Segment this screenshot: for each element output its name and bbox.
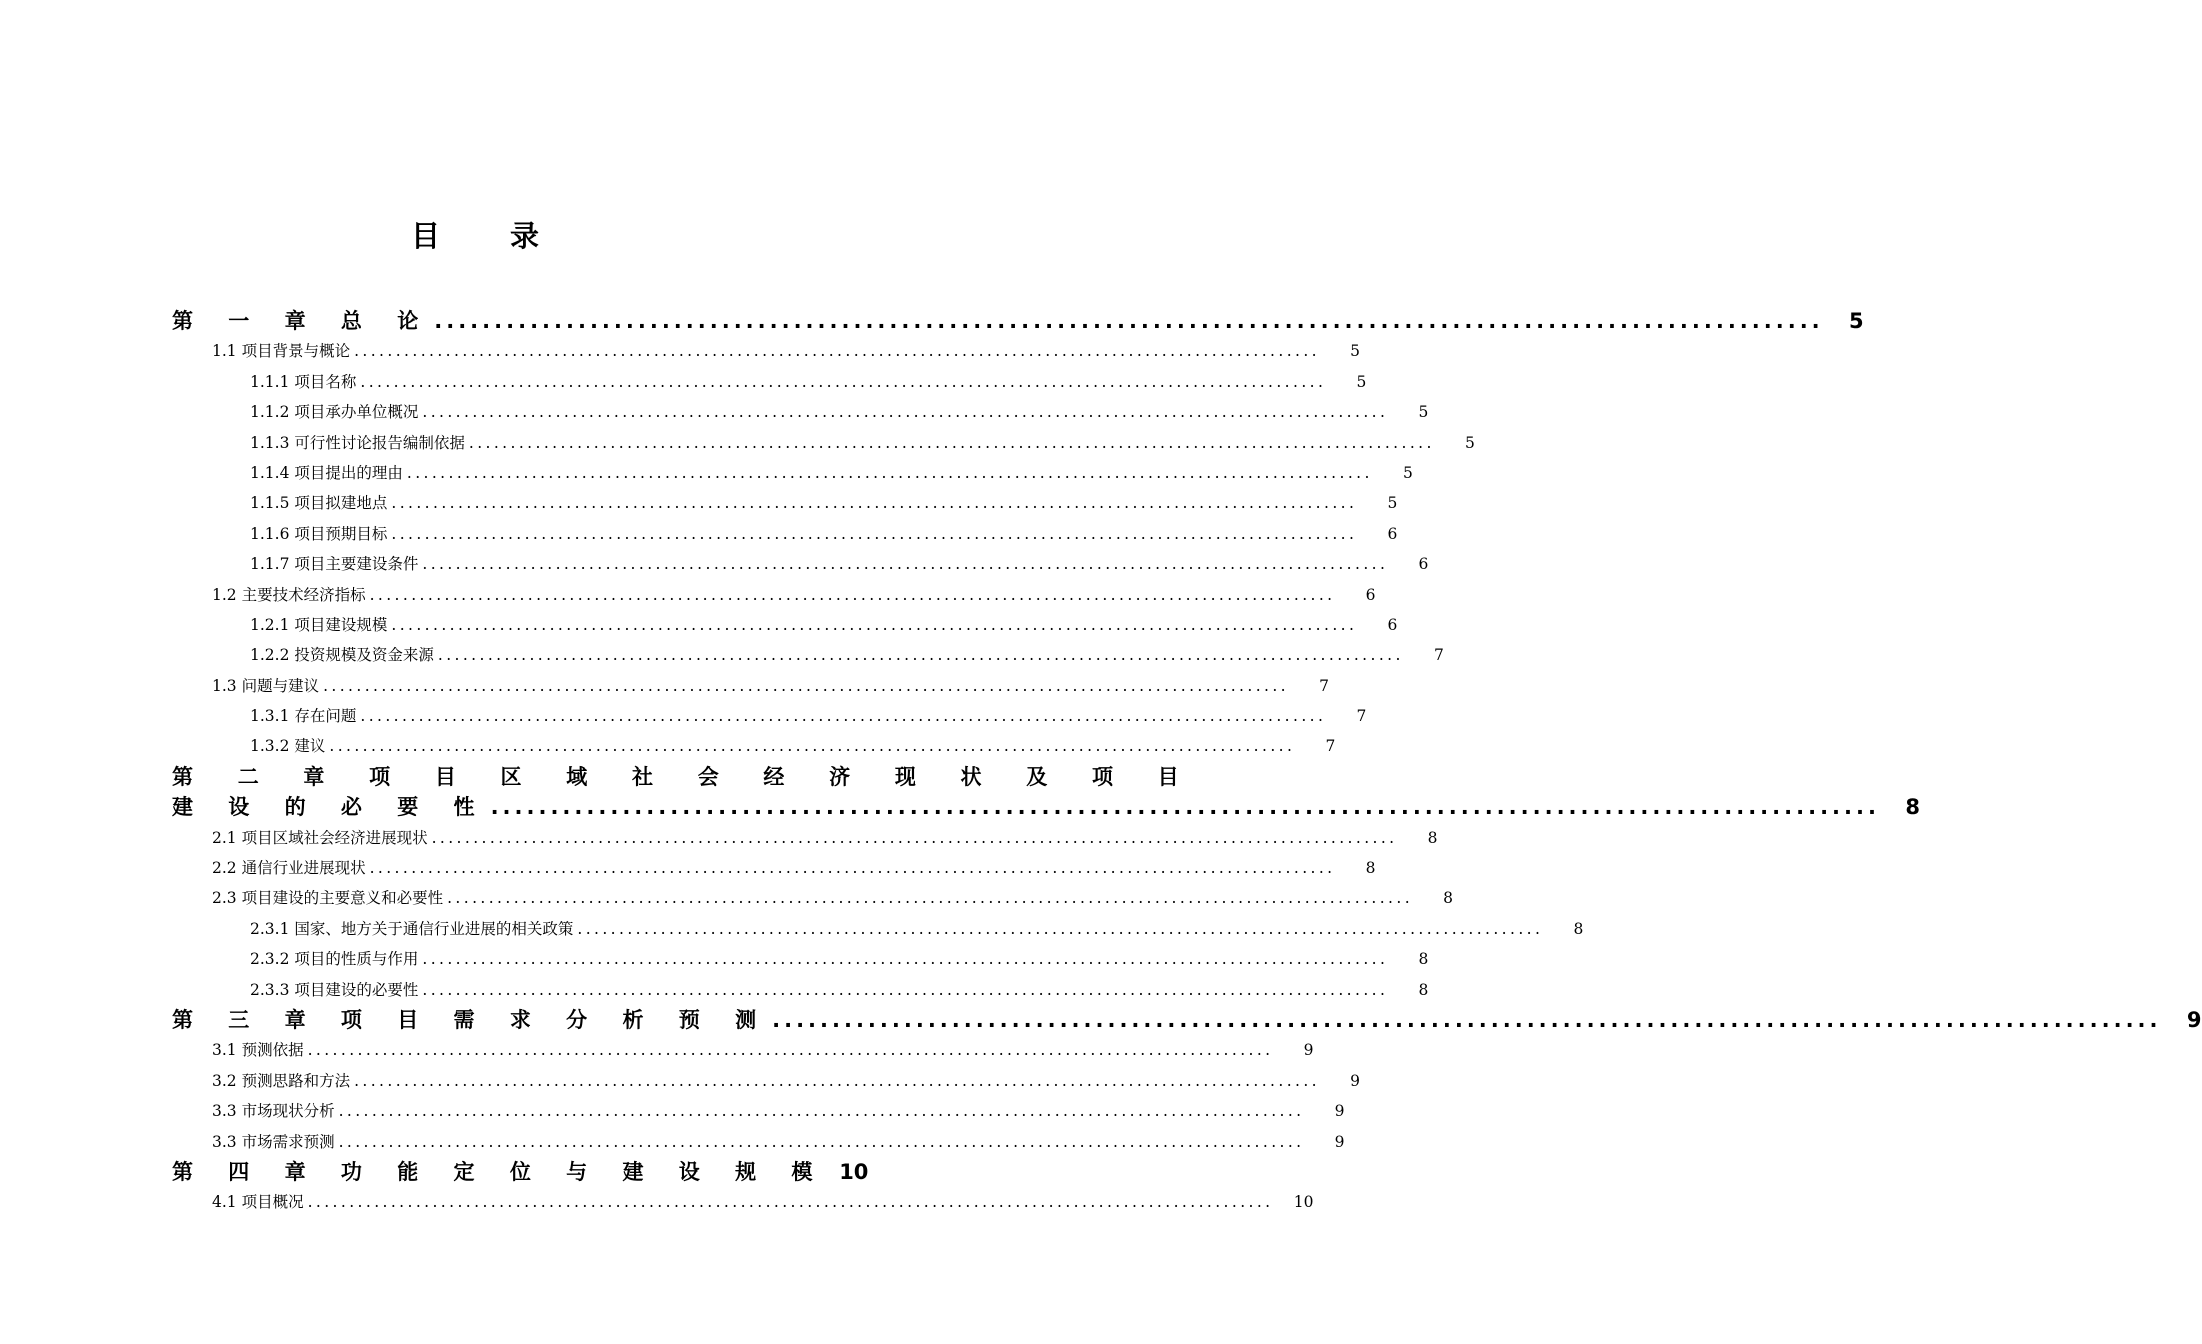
toc-page-number: 10	[1293, 1193, 1314, 1212]
toc-entry-label: 1.2 主要技术经济指标	[212, 585, 366, 604]
dot-leader: ....................................................................................................................	[307, 1193, 1274, 1212]
toc-section-1-1-3[interactable]	[172, 428, 1475, 458]
dot-leader: ....................................................................................................................	[391, 494, 1358, 513]
dot-leader: ....................................................................................................................	[422, 555, 1389, 574]
toc-entry-label: 1.2.2 投资规模及资金来源	[250, 646, 434, 665]
dot-leader: ....................................................................................................................	[391, 524, 1358, 543]
toc-entry-label: 2.3.3 项目建设的必要性	[250, 980, 419, 999]
toc-section-2-1[interactable]	[172, 823, 1438, 853]
toc-chapter-3[interactable]	[172, 1005, 2202, 1035]
toc-section-1-1-1[interactable]	[172, 367, 1367, 397]
toc-page-number: 8	[1418, 950, 1429, 969]
dot-leader: ....................................................................................................................	[338, 1102, 1305, 1121]
toc-page-number: 8	[1365, 859, 1376, 878]
dot-leader: ....................................................................................................................	[447, 889, 1414, 908]
toc-entry-label: 第 二 章 项 目 区 域 社 会 经 济 现 状 及 项 目	[172, 764, 1198, 789]
toc-section-1-1-6[interactable]	[172, 519, 1398, 549]
toc-entry-label: 1.3 问题与建议	[212, 676, 320, 695]
toc-section-2-3[interactable]	[172, 883, 1454, 913]
dot-leader: ....................................................................................................................	[360, 372, 1327, 391]
dot-leader: ....................................................................................................................	[391, 615, 1358, 634]
toc-section-3-3-status[interactable]	[172, 1096, 1345, 1126]
toc-section-1-2-1[interactable]	[172, 610, 1398, 640]
toc-entry-label: 1.1.1 项目名称	[250, 372, 357, 391]
toc-entry-label: 1.1.7 项目主要建设条件	[250, 555, 419, 574]
toc-section-2-3-1[interactable]	[172, 914, 1584, 944]
toc-entry-label: 2.3.2 项目的性质与作用	[250, 950, 419, 969]
dot-leader: ....................................................................................................................	[354, 1071, 1321, 1090]
toc-entry-label: 1.1 项目背景与概论	[212, 342, 351, 361]
toc-entry-label: 1.2.1 项目建设规模	[250, 615, 388, 634]
toc-chapter-1[interactable]	[172, 306, 1864, 336]
toc-entry-label: 3.3 市场现状分析	[212, 1102, 335, 1121]
dot-leader: ....................................................................................................................	[772, 1007, 2162, 1032]
toc-page-number: 6	[1387, 615, 1398, 634]
toc-page-number: 6	[1387, 524, 1398, 543]
dot-leader: ....................................................................................................................	[577, 919, 1544, 938]
dot-leader: ....................................................................................................................	[354, 342, 1321, 361]
toc-section-4-1[interactable]	[172, 1187, 1314, 1217]
toc-page-number: 5	[1418, 403, 1429, 422]
toc-entry-label: 2.2 通信行业进展现状	[212, 859, 366, 878]
toc-entry-label: 第 四 章 功 能 定 位 与 建 设 规 模	[172, 1159, 827, 1184]
dot-leader: ....................................................................................................................	[329, 737, 1296, 756]
toc-page-number: 5	[1356, 372, 1367, 391]
toc-section-1-3-2[interactable]	[172, 731, 1336, 761]
dot-leader: ....................................................................................................................	[437, 646, 1404, 665]
toc-page-number: 7	[1325, 737, 1336, 756]
toc-page-number: 5	[1350, 342, 1361, 361]
toc-page-number: 10	[839, 1159, 869, 1184]
toc-page-number: 7	[1433, 646, 1444, 665]
toc-page-number: 8	[1573, 919, 1584, 938]
toc-entry-label: 1.1.2 项目承办单位概况	[250, 403, 419, 422]
dot-leader: ....................................................................................................................	[422, 980, 1389, 999]
toc-page-number: 6	[1365, 585, 1376, 604]
toc-entry-label: 3.2 预测思路和方法	[212, 1071, 351, 1090]
toc-page-number: 8	[1418, 980, 1429, 999]
toc-page-number: 9	[1303, 1041, 1314, 1060]
toc-page-number: 9	[2186, 1007, 2202, 1032]
toc-entry-label: 第 三 章 项 目 需 求 分 析 预 测	[172, 1007, 771, 1032]
toc-page-number: 5	[1849, 309, 1864, 333]
toc-title: 目 录	[410, 219, 570, 253]
dot-leader: ....................................................................................................................	[422, 950, 1389, 969]
dot-leader: ....................................................................................................................	[468, 433, 1435, 452]
toc-section-1-1-5[interactable]	[172, 488, 1398, 518]
dot-leader: ....................................................................................................................	[431, 828, 1398, 847]
dot-leader: ....................................................................................................................	[422, 403, 1389, 422]
toc-section-2-2[interactable]	[172, 853, 1376, 883]
toc-chapter-4[interactable]	[172, 1157, 869, 1187]
toc-section-1-1-4[interactable]	[172, 458, 1413, 488]
dot-leader: ....................................................................................................................	[338, 1132, 1305, 1151]
toc-entry-label: 1.1.5 项目拟建地点	[250, 494, 388, 513]
toc-section-1-3[interactable]	[172, 671, 1330, 701]
toc-entry-label: 2.3 项目建设的主要意义和必要性	[212, 889, 444, 908]
toc-section-1-3-1[interactable]	[172, 701, 1367, 731]
toc-entry-label: 1.1.3 可行性讨论报告编制依据	[250, 433, 465, 452]
toc-page-number: 8	[1905, 795, 1920, 820]
toc-page-number: 9	[1334, 1132, 1345, 1151]
toc-entry-label: 3.1 预测依据	[212, 1041, 304, 1060]
toc-entry-label: 1.3.1 存在问题	[250, 707, 357, 726]
toc-entry-label: 1.1.6 项目预期目标	[250, 524, 388, 543]
dot-leader: ....................................................................................................................	[490, 795, 1880, 820]
toc-entry-label: 1.3.2 建议	[250, 737, 326, 756]
toc-section-1-1[interactable]	[172, 336, 1361, 366]
toc-page-number: 5	[1464, 433, 1475, 452]
toc-entry-label: 3.3 市场需求预测	[212, 1132, 335, 1151]
table-of-contents	[172, 306, 2202, 1218]
toc-page-number: 9	[1350, 1071, 1361, 1090]
toc-section-1-2-2[interactable]	[172, 640, 1444, 670]
dot-leader: ....................................................................................................................	[360, 707, 1327, 726]
toc-entry-label-continued: 建 设 的 必 要 性	[172, 795, 489, 820]
dot-leader: ....................................................................................................................	[369, 585, 1336, 604]
toc-entry-label: 1.1.4 项目提出的理由	[250, 463, 403, 482]
dot-leader: ....................................................................................................................	[323, 676, 1290, 695]
toc-chapter-2[interactable]	[172, 762, 1920, 823]
toc-section-3-2[interactable]	[172, 1066, 1361, 1096]
toc-page-number: 8	[1427, 828, 1438, 847]
toc-section-1-2[interactable]	[172, 580, 1376, 610]
toc-page-number: 5	[1387, 494, 1398, 513]
toc-section-1-1-7[interactable]	[172, 549, 1429, 579]
toc-section-2-3-3[interactable]	[172, 975, 1429, 1005]
dot-leader: ....................................................................................................................	[406, 463, 1373, 482]
toc-page-number: 5	[1402, 463, 1413, 482]
toc-section-3-3-demand[interactable]	[172, 1127, 1345, 1157]
toc-section-2-3-2[interactable]	[172, 944, 1429, 974]
dot-leader: ....................................................................................................................	[307, 1041, 1274, 1060]
toc-section-1-1-2[interactable]	[172, 397, 1429, 427]
dot-leader: ....................................................................................................................	[369, 859, 1336, 878]
toc-entry-label: 4.1 项目概况	[212, 1193, 304, 1212]
toc-page-number: 7	[1356, 707, 1367, 726]
toc-entry-label: 2.3.1 国家、地方关于通信行业进展的相关政策	[250, 919, 574, 938]
toc-section-3-1[interactable]	[172, 1035, 1314, 1065]
toc-entry-label: 2.1 项目区域社会经济进展现状	[212, 828, 428, 847]
toc-page-number: 6	[1418, 555, 1429, 574]
toc-page-number: 7	[1319, 676, 1330, 695]
toc-page-number: 9	[1334, 1102, 1345, 1121]
toc-entry-label: 第 一 章 总 论	[172, 309, 433, 333]
dot-leader: ....................................................................................................................	[434, 309, 1824, 333]
toc-page-number: 8	[1443, 889, 1454, 908]
